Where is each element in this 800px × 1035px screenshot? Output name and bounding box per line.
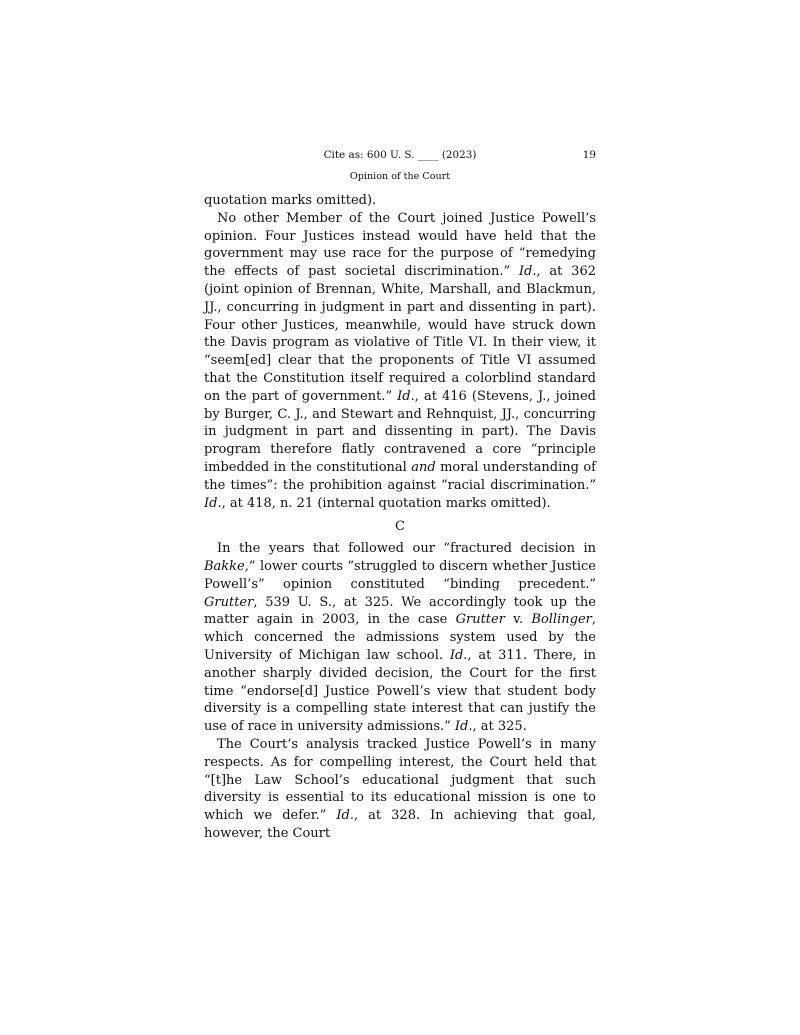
- id-citation: Id.: [454, 719, 473, 735]
- id-citation: Id.: [397, 388, 415, 404]
- paragraph: In the years that followed our “fractured decision in Bakke,” lower courts “struggled to discern whether Justice Powell’s” opinion constituted “binding precedent.” Grutter, 539 U. S., at 325. We accordingly took up the matter again in 2003, in the case Grutter v. Bollinger, which concerned the admissions system used by the University of Michigan law school. Id., at 311. There, in another sharply divided decision, the Court for the first time “endorse[d] Justice Powell’s view that student body diversity is a compelling state interest that can justify the use of race in university admissions.” Id., at 325.: [204, 541, 596, 735]
- section-heading: C: [395, 519, 405, 535]
- id-citation: Id.: [336, 808, 354, 824]
- case-name: Bollinger: [531, 612, 592, 628]
- id-citation: Id.: [204, 495, 222, 511]
- paragraph-continuation: quotation marks omitted).: [204, 193, 377, 208]
- case-name: Bakke: [204, 558, 245, 574]
- opinion-body: [204, 192, 596, 843]
- page-header: [204, 146, 596, 164]
- paragraph: No other Member of the Court joined Justice Powell’s opinion. Four Justices instead would have held that the government may use race for the purpose of “remedying the effects of past societal discrimination.” Id., at 362 (joint opinion of Brennan, White, Marshall, and Blackmun, JJ., concurring in judgment in part and dissenting in part). Four other Justices, meanwhile, would have struck down the Davis program as violative of Title VI. In their view, it “seem[ed] clear that the proponents of Title VI assumed that the Constitution itself required a colorblind standard on the part of government.” Id., at 416 (Stevens, J., joined by Burger, C. J., and Stewart and Rehnquist, JJ., concurring in judgment in part and dissenting in part). The Davis program therefore flatly contravened a core “principle imbedded in the constitutional and moral understanding of the times”: the prohibition against “racial discrimination.” Id., at 418, n. 21 (internal quotation marks omitted).: [204, 210, 596, 511]
- id-citation: Id.: [518, 264, 537, 280]
- running-head: Opinion of the Court: [349, 171, 451, 182]
- paragraph: The Court’s analysis tracked Justice Powell’s in many respects. As for compelling interest, the Court held that “[t]he Law School’s educational judgment that such diversity is essential to its educational mission is one to which we defer.” Id., at 328. In achieving that goal, however, the Court: [204, 736, 596, 841]
- id-citation: Id.: [449, 647, 468, 663]
- page-number: 19: [582, 149, 596, 161]
- emphasis-and: and: [411, 459, 436, 475]
- opinion-page: [204, 146, 596, 843]
- case-name: Grutter: [204, 594, 254, 610]
- case-name: Grutter: [455, 612, 505, 628]
- citation-line: Cite as: 600 U. S. ____ (2023): [323, 149, 477, 161]
